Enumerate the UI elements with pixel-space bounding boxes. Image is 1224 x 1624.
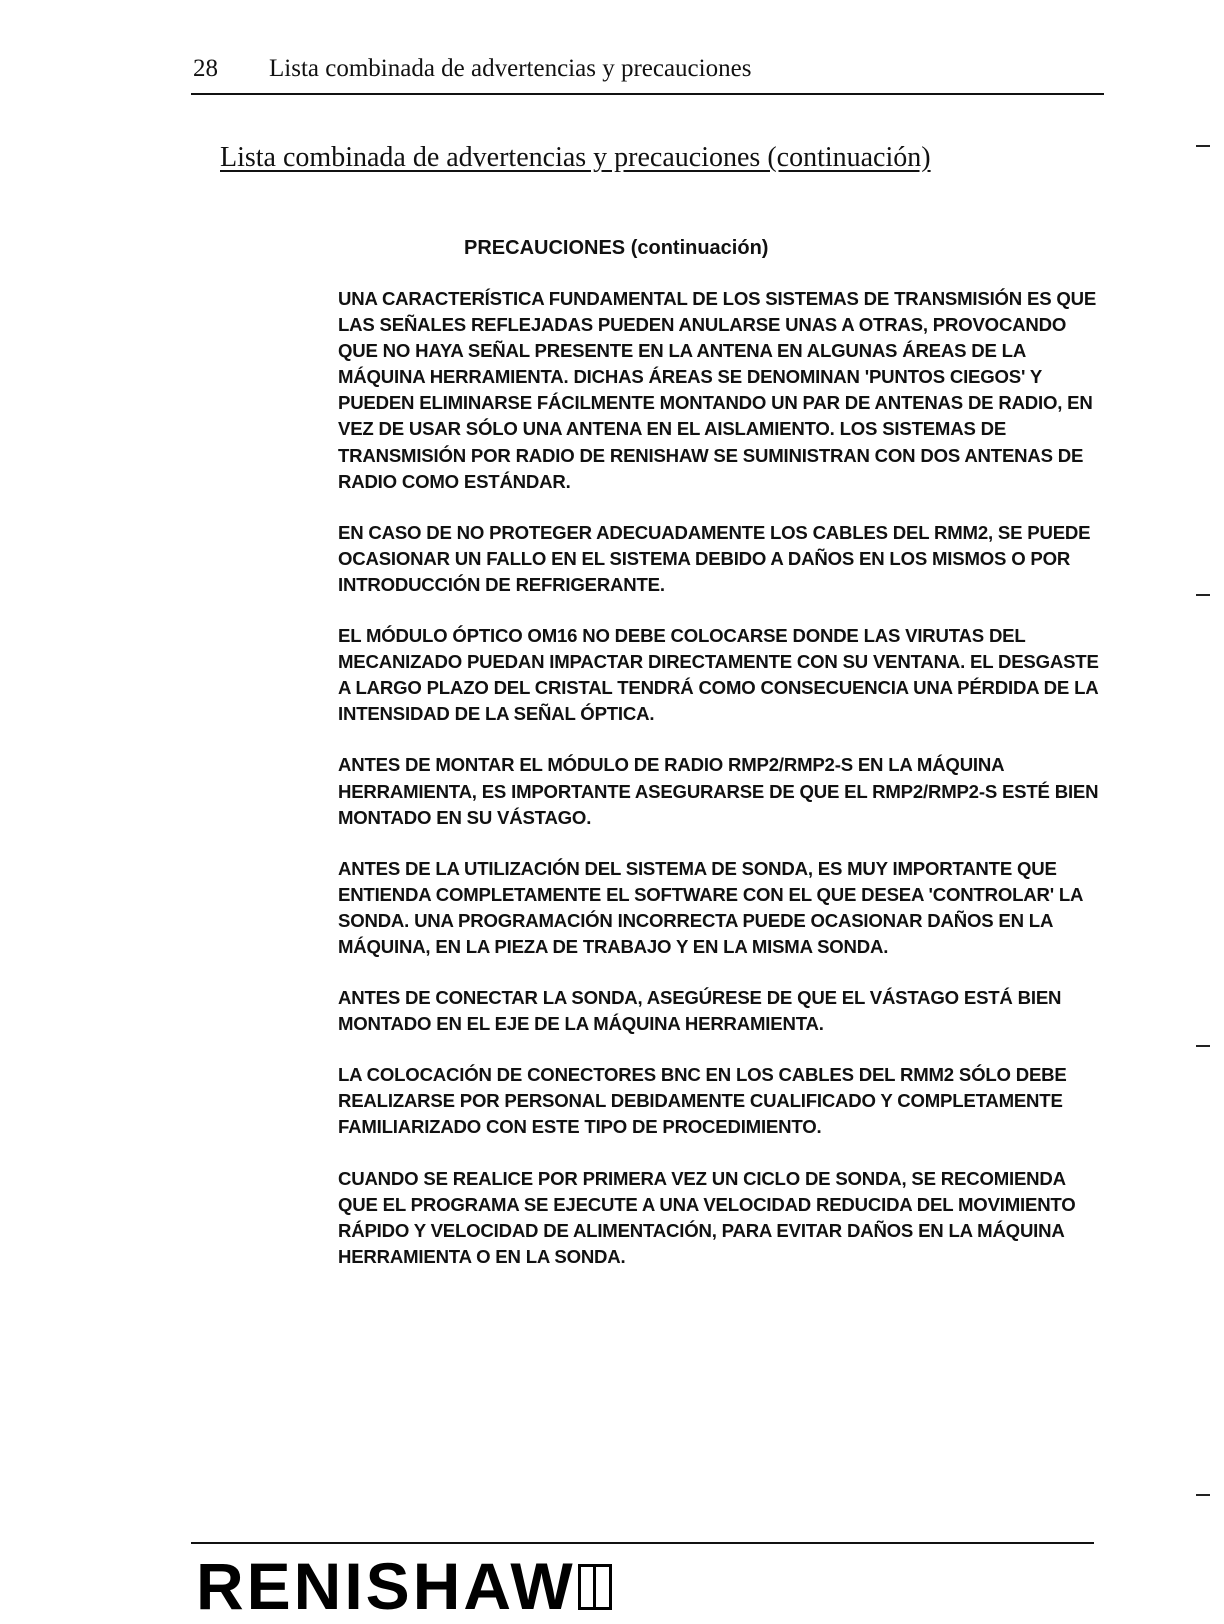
margin-mark <box>1196 1045 1210 1047</box>
page-header <box>193 54 751 84</box>
precaution-paragraph: ANTES DE LA UTILIZACIÓN DEL SISTEMA DE SONDA, ES MUY IMPORTANTE QUE ENTIENDA COMPLETAMENTE EL SOFTWARE CON EL QUE DESEA 'CONTROLAR' LA SONDA. UNA PROGRAMACIÓN INCORRECTA PUEDE OCASIONAR DAÑOS EN LA MÁQUINA, EN LA PIEZA DE TRABAJO Y EN LA MISMA SONDA. <box>338 857 1083 957</box>
margin-mark <box>1196 594 1210 596</box>
precaution-paragraph: ANTES DE MONTAR EL MÓDULO DE RADIO RMP2/RMP2-S EN LA MÁQUINA HERRAMIENTA, ES IMPORTANTE ASEGURARSE DE QUE EL RMP2/RMP2-S ESTÉ BIEN MONTADO EN SU VÁSTAGO. <box>338 754 1099 828</box>
precaution-paragraph: EL MÓDULO ÓPTICO OM16 NO DEBE COLOCARSE DONDE LAS VIRUTAS DEL MECANIZADO PUEDAN IMPACTAR DIRECTAMENTE CON SU VENTANA. EL DESGASTE A LARGO PLAZO DEL CRISTAL TENDRÁ COMO CONSECUENCIA UNA PÉRDIDA DE LA INTENSIDAD DE LA SEÑAL ÓPTICA. <box>338 625 1099 725</box>
margin-mark <box>1196 145 1210 147</box>
margin-mark <box>1196 1494 1210 1496</box>
page-number: 28 <box>193 55 218 82</box>
precaution-paragraph: ANTES DE CONECTAR LA SONDA, ASEGÚRESE DE QUE EL VÁSTAGO ESTÁ BIEN MONTADO EN EL EJE DE LA MÁQUINA HERRAMIENTA. <box>338 987 1062 1035</box>
logo-mark-icon <box>578 1564 612 1610</box>
logo-text: RENISHAW <box>196 1549 576 1623</box>
renishaw-logo <box>196 1548 612 1623</box>
precaution-paragraph: UNA CARACTERÍSTICA FUNDAMENTAL DE LOS SISTEMAS DE TRANSMISIÓN ES QUE LAS SEÑALES REFLEJADAS PUEDEN ANULARSE UNAS A OTRAS, PROVOCANDO QUE NO HAYA SEÑAL PRESENTE EN LA ANTENA EN ALGUNAS ÁREAS DE LA MÁQUINA HERRAMIENTA. DICHAS ÁREAS SE DENOMINAN 'PUNTOS CIEGOS' Y PUEDEN ELIMINARSE FÁCILMENTE MONTANDO UN PAR DE ANTENAS DE RADIO, EN VEZ DE USAR SÓLO UNA ANTENA EN EL AISLAMIENTO. LOS SISTEMAS DE TRANSMISIÓN POR RADIO DE RENISHAW SE SUMINISTRAN CON DOS ANTENAS DE RADIO COMO ESTÁNDAR. <box>338 288 1097 492</box>
precautions-heading: PRECAUCIONES (continuación) <box>464 237 769 259</box>
header-rule <box>191 93 1104 95</box>
section-title: Lista combinada de advertencias y precauciones (continuación) <box>220 142 931 173</box>
running-title: Lista combinada de advertencias y precauciones <box>269 55 752 82</box>
footer-rule <box>191 1542 1094 1544</box>
precaution-paragraph: CUANDO SE REALICE POR PRIMERA VEZ UN CICLO DE SONDA, SE RECOMIENDA QUE EL PROGRAMA SE EJECUTE A UNA VELOCIDAD REDUCIDA DEL MOVIMIENTO RÁPIDO Y VELOCIDAD DE ALIMENTACIÓN, PARA EVITAR DAÑOS EN LA MÁQUINA HERRAMIENTA O EN LA SONDA. <box>338 1167 1076 1267</box>
precautions-list <box>338 286 1108 1295</box>
precaution-paragraph: LA COLOCACIÓN DE CONECTORES BNC EN LOS CABLES DEL RMM2 SÓLO DEBE REALIZARSE POR PERSONAL DEBIDAMENTE CUALIFICADO Y COMPLETAMENTE FAMILIARIZADO CON ESTE TIPO DE PROCEDIMIENTO. <box>338 1064 1067 1138</box>
precaution-paragraph: EN CASO DE NO PROTEGER ADECUADAMENTE LOS CABLES DEL RMM2, SE PUEDE OCASIONAR UN FALLO EN EL SISTEMA DEBIDO A DAÑOS EN LOS MISMOS O POR INTRODUCCIÓN DE REFRIGERANTE. <box>338 521 1091 595</box>
